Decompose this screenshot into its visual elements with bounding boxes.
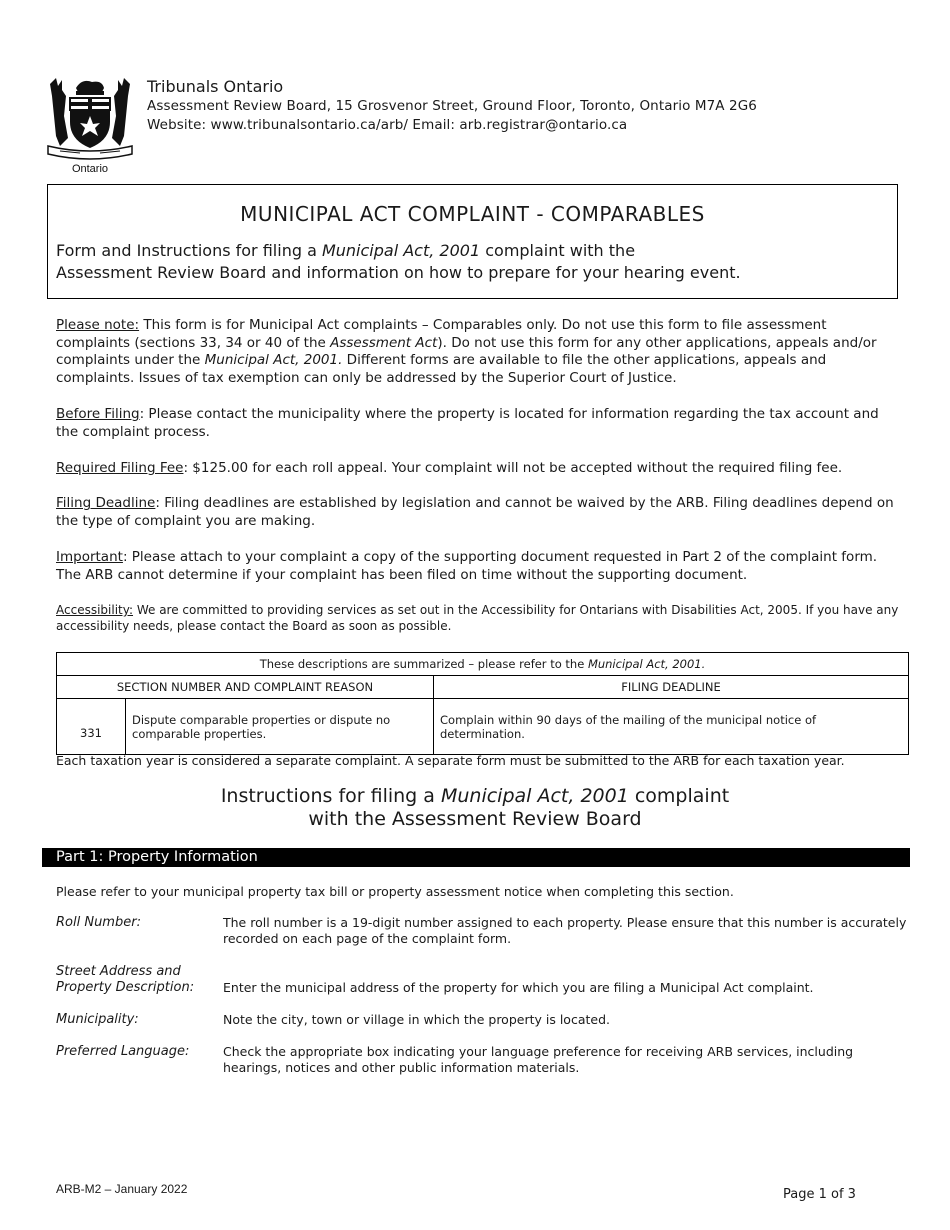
complaint-reason-cell: Dispute comparable properties or dispute no comparable properties. <box>126 699 434 755</box>
section-number-cell: 331 <box>57 699 126 755</box>
municipality-label: Municipality: <box>56 1012 139 1027</box>
form-title: MUNICIPAL ACT COMPLAINT - COMPARABLES <box>240 202 705 226</box>
board-address: Assessment Review Board, 15 Grosvenor Street, Ground Floor, Toronto, Ontario M7A 2G6 <box>147 98 757 114</box>
important-paragraph: Important: Please attach to your complaint a copy of the supporting document requested in Part 2 of the complaint form. The ARB cannot determine if your complaint has been filed on time without the supporting document. <box>56 549 878 583</box>
street-address-label: Street Address and Property Description: <box>56 964 195 995</box>
municipality-text: Note the city, town or village in which the property is located. <box>223 1012 610 1027</box>
logo-caption: Ontario <box>71 163 109 175</box>
preferred-language-text: Check the appropriate box indicating your language preference for receiving ARB services, including hearings, notices and other public information materials. <box>223 1044 854 1075</box>
part1-intro: Please refer to your municipal property tax bill or property assessment notice when completing this section. <box>56 884 734 899</box>
form-identifier: ARB-M2 – January 2022 <box>56 1182 188 1196</box>
table-header-deadline: FILING DEADLINE <box>434 676 909 699</box>
table-footnote: Each taxation year is considered a separate complaint. A separate form must be submitted to the ARB for each taxation year. <box>56 753 845 768</box>
table-caption: These descriptions are summarized – please refer to the Municipal Act, 2001. <box>57 653 909 676</box>
table-row <box>57 699 909 755</box>
instructions-heading: Instructions for filing a Municipal Act, 2001 complaint with the Assessment Review Board <box>220 785 730 830</box>
ontario-coat-of-arms-logo <box>46 76 134 176</box>
roll-number-label: Roll Number: <box>56 915 141 930</box>
complaint-descriptions-table <box>56 652 909 755</box>
filing-fee-paragraph: Required Filing Fee: $125.00 for each roll appeal. Your complaint will not be accepted without the required filing fee. <box>56 460 843 476</box>
filing-deadline-cell: Complain within 90 days of the mailing of the municipal notice of determination. <box>434 699 909 755</box>
street-address-text: Enter the municipal address of the property for which you are filing a Municipal Act complaint. <box>223 980 814 995</box>
filing-deadline-paragraph: Filing Deadline: Filing deadlines are established by legislation and cannot be waived by the ARB. Filing deadlines depend on the type of complaint you are making. <box>56 495 894 529</box>
page-number: Page 1 of 3 <box>783 1187 856 1202</box>
preferred-language-label: Preferred Language: <box>56 1044 190 1059</box>
roll-number-text: The roll number is a 19-digit number assigned to each property. Please ensure that this number is accurately recorded on each page of the complaint form. <box>223 915 907 946</box>
form-title-box <box>47 184 898 299</box>
please-note-paragraph: Please note: This form is for Municipal Act complaints – Comparables only. Do not use this form to file assessment complaints (sections 33, 34 or 40 of the Assessment Act). Do not use this form for any other applications, appeals and/or complaints under the Municipal Act, 2001. Different forms are available to file the other applications, appeals and complaints. Issues of tax exemption can only be addressed by the Superior Court of Justice. <box>56 317 877 386</box>
form-subtitle: Form and Instructions for filing a Municipal Act, 2001 complaint with the Assessment Review Board and information on how to prepare for your hearing event. <box>56 241 741 282</box>
table-header-section: SECTION NUMBER AND COMPLAINT REASON <box>57 676 434 699</box>
board-website[interactable]: Website: www.tribunalsontario.ca/arb/ Email: arb.registrar@ontario.ca <box>147 117 628 133</box>
part1-heading-bar: Part 1: Property Information <box>42 848 910 867</box>
org-name: Tribunals Ontario <box>147 77 284 96</box>
before-filing-paragraph: Before Filing: Please contact the municipality where the property is located for information regarding the tax account and the complaint process. <box>56 406 879 440</box>
accessibility-paragraph: Accessibility: We are committed to providing services as set out in the Accessibility for Ontarians with Disabilities Act, 2005. If you have any accessibility needs, please contact the Board as soon as possible. <box>56 603 899 633</box>
